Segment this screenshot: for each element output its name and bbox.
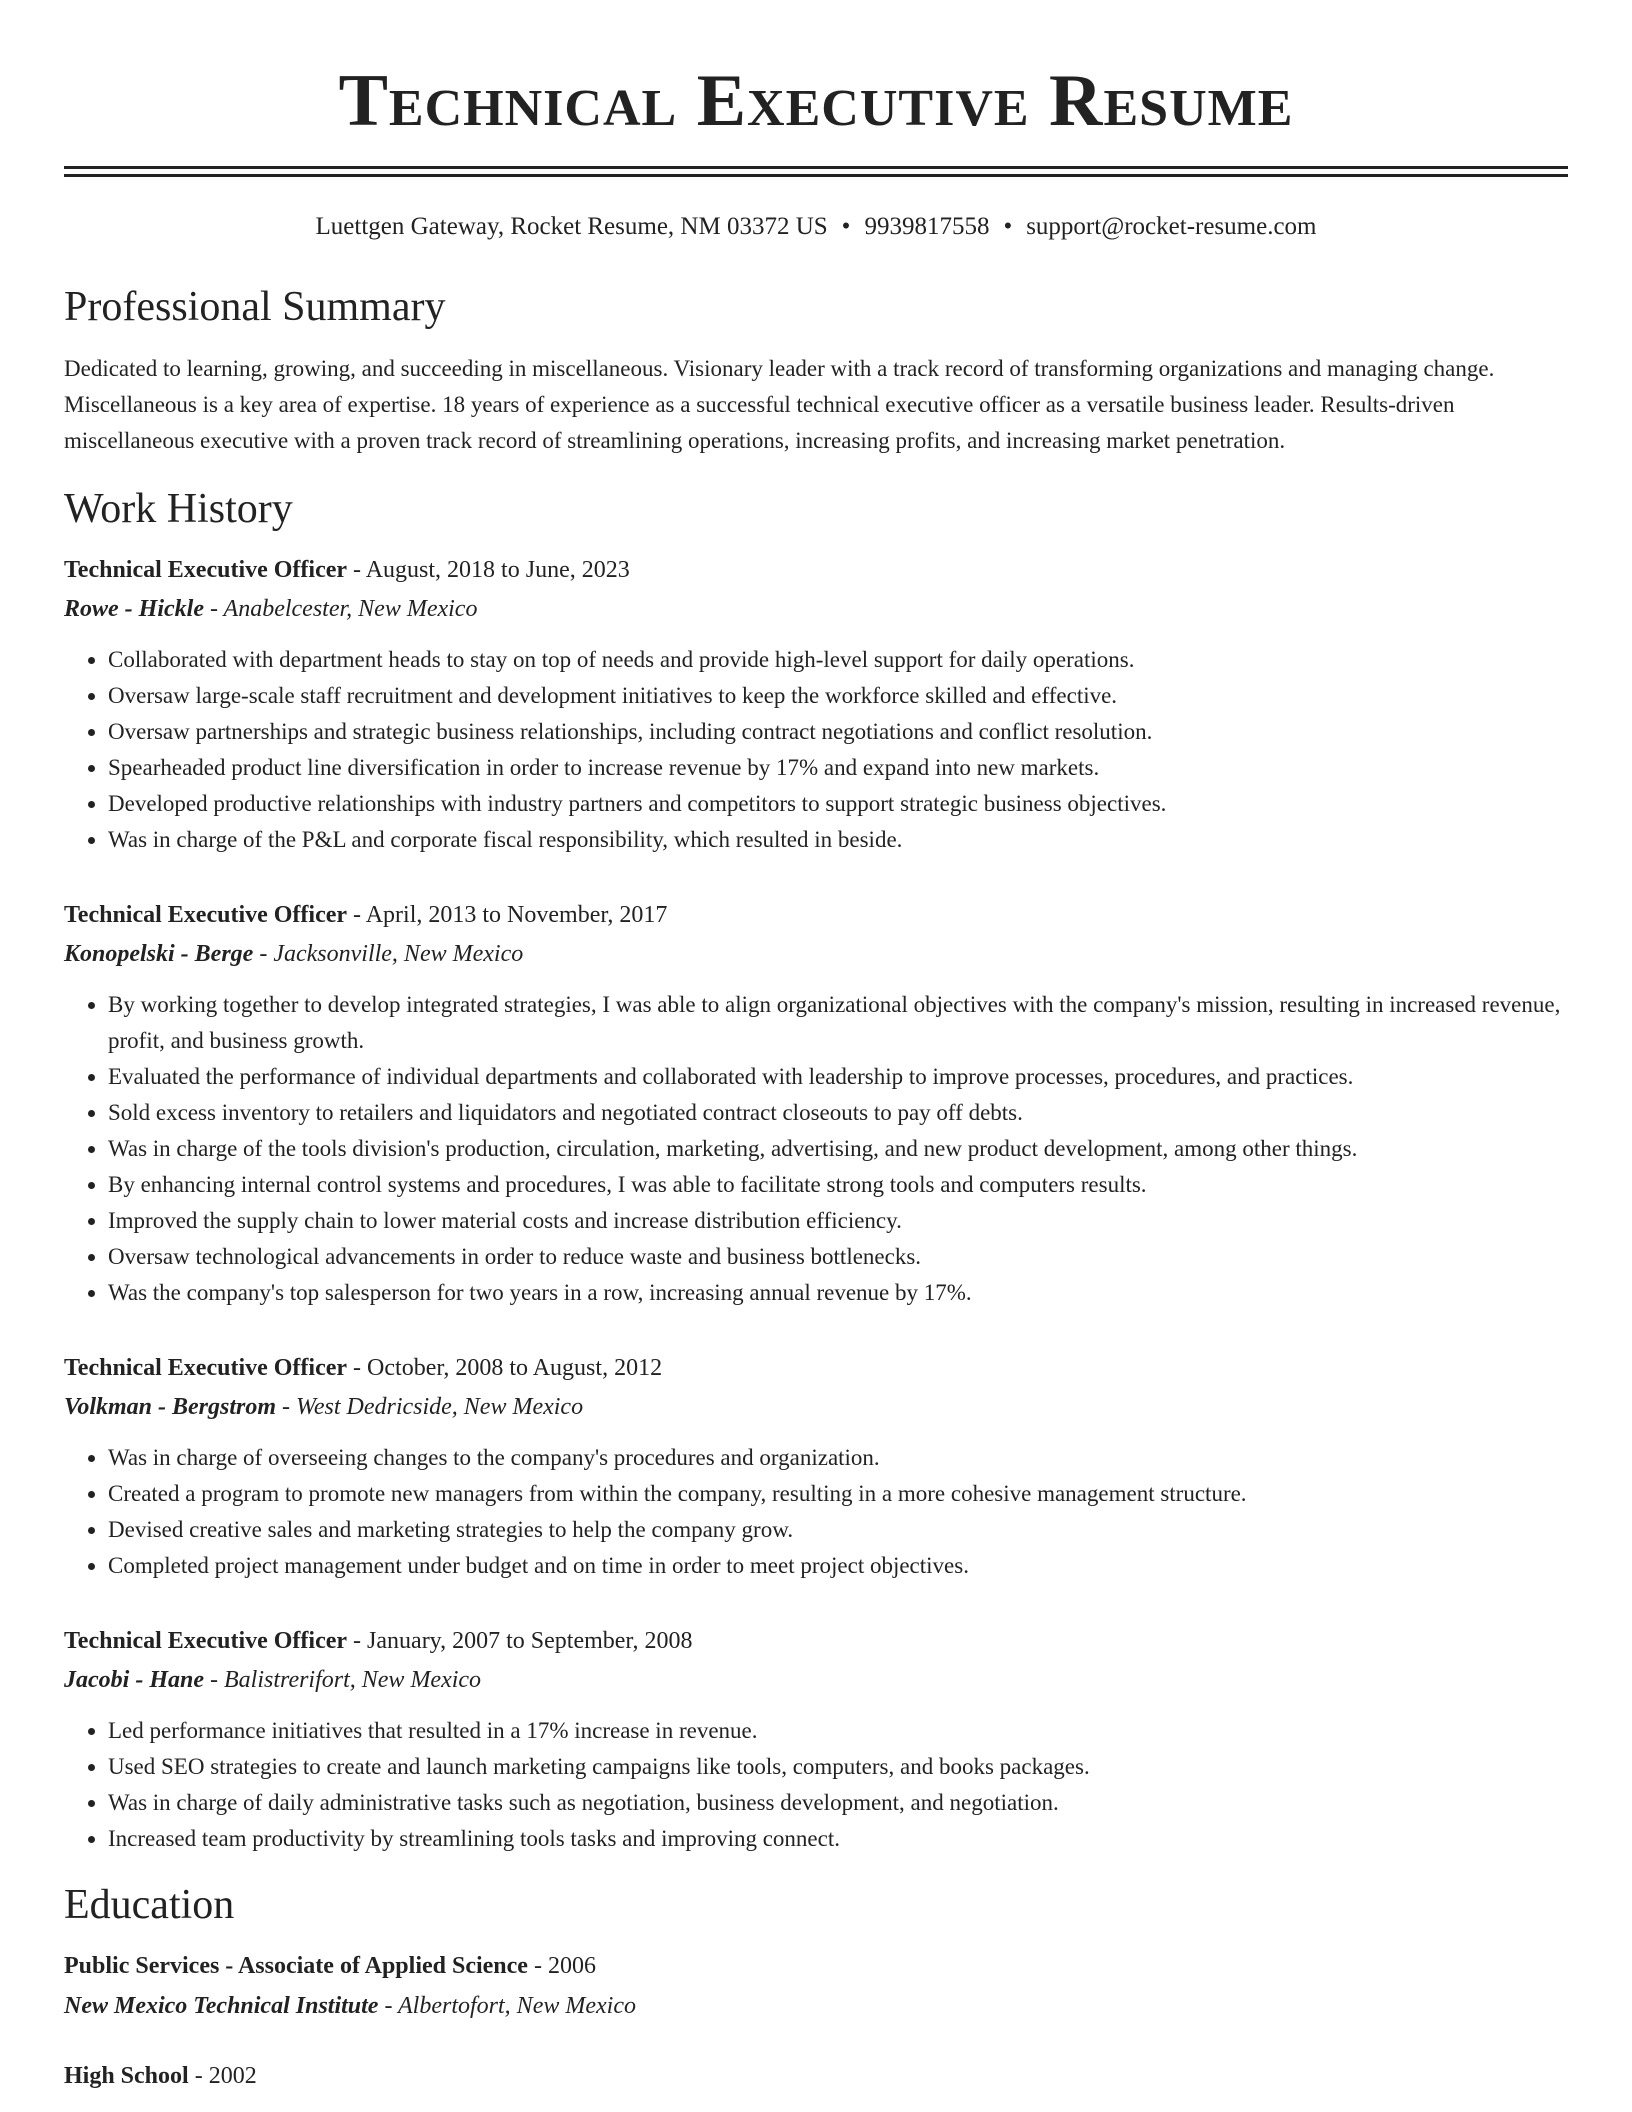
school-line: New Mexico Technical Institute - Albertofort, New Mexico bbox=[64, 1993, 636, 2019]
summary-heading: Professional Summary bbox=[64, 284, 446, 330]
company-location: Jacksonville, New Mexico bbox=[273, 941, 524, 967]
page-title: Technical Executive Resume bbox=[338, 60, 1294, 142]
company-name: Volkman - Bergstrom bbox=[64, 1394, 277, 1420]
list-item: • Oversaw technological advancements in order to reduce waste and business bottlenecks. bbox=[108, 1239, 1568, 1275]
degree-line: Public Services - Associate of Applied Science - 2006 bbox=[64, 1953, 596, 1979]
job-bullets bbox=[64, 987, 1568, 1311]
list-item: • Increased team productivity by streamlining tools tasks and improving connect. bbox=[108, 1821, 1568, 1857]
contact-separator: • bbox=[1003, 213, 1013, 240]
list-item: • Was in charge of the P&L and corporate fiscal responsibility, which resulted in beside. bbox=[108, 822, 1568, 858]
job-entry bbox=[64, 555, 1568, 858]
education-heading: Education bbox=[64, 1882, 235, 1928]
company-name: Rowe - Hickle bbox=[64, 596, 204, 622]
education-entry bbox=[64, 2061, 1568, 2091]
job-entry bbox=[64, 900, 1568, 1311]
job-bullets bbox=[64, 642, 1568, 858]
list-item: • Devised creative sales and marketing strategies to help the company grow. bbox=[108, 1512, 1568, 1548]
degree-year: 2006 bbox=[547, 1953, 596, 1979]
list-item: • By enhancing internal control systems and procedures, I was able to facilitate strong tools and computers results. bbox=[108, 1167, 1568, 1203]
list-item: • Spearheaded product line diversification in order to increase revenue by 17% and expand into new markets. bbox=[108, 750, 1568, 786]
school-location: Albertofort, New Mexico bbox=[398, 1993, 636, 2019]
list-item: • Completed project management under budget and on time in order to meet project objectives. bbox=[108, 1548, 1568, 1584]
company-location: Balistrerifort, New Mexico bbox=[223, 1667, 482, 1693]
company-line: Rowe - Hickle - Anabelcester, New Mexico bbox=[64, 596, 478, 622]
job-dates: October, 2008 to August, 2012 bbox=[367, 1355, 663, 1381]
job-title: Technical Executive Officer bbox=[64, 1355, 348, 1381]
job-entry bbox=[64, 1353, 1568, 1584]
list-item: • Collaborated with department heads to stay on top of needs and provide high-level support for daily operations. bbox=[108, 642, 1568, 678]
school-name: New Mexico Technical Institute bbox=[64, 1993, 379, 2019]
list-item: • Was in charge of the tools division's production, circulation, marketing, advertising, and new product development, among other things. bbox=[108, 1131, 1568, 1167]
list-item: • Created a program to promote new managers from within the company, resulting in a more cohesive management structure. bbox=[108, 1476, 1568, 1512]
list-item: • Led performance initiatives that resulted in a 17% increase in revenue. bbox=[108, 1713, 1568, 1749]
contact-phone: 9939817558 bbox=[864, 213, 990, 240]
contact-address: Luettgen Gateway, Rocket Resume, NM 03372 US bbox=[315, 213, 828, 240]
degree-year: 2002 bbox=[208, 2063, 257, 2089]
list-item: • Was in charge of daily administrative tasks such as negotiation, business development, and negotiation. bbox=[108, 1785, 1568, 1821]
title-divider bbox=[64, 166, 1568, 177]
company-name: Konopelski - Berge bbox=[64, 941, 254, 967]
job-title: Technical Executive Officer bbox=[64, 557, 348, 583]
company-name: Jacobi - Hane bbox=[64, 1667, 204, 1693]
contact-line bbox=[64, 211, 1568, 243]
degree-name: Public Services - Associate of Applied Science bbox=[64, 1953, 528, 1979]
list-item: • Oversaw partnerships and strategic business relationships, including contract negotiations and conflict resolution. bbox=[108, 714, 1568, 750]
work-history-heading: Work History bbox=[64, 486, 293, 532]
job-title: Technical Executive Officer bbox=[64, 1628, 348, 1654]
list-item: • Oversaw large-scale staff recruitment and development initiatives to keep the workforce skilled and effective. bbox=[108, 678, 1568, 714]
list-item: • Developed productive relationships with industry partners and competitors to support strategic business objectives. bbox=[108, 786, 1568, 822]
summary-text: Dedicated to learning, growing, and succeeding in miscellaneous. Visionary leader with a track record of transforming organizations and managing change. Miscellaneous is a key area of expertise. 18 years of experience as a successful technical executive officer as a versatile business leader. Results-driven miscellaneous executive with a proven track record of streamlining operations, increasing profits, and increasing market penetration. bbox=[64, 356, 1495, 453]
job-dates: January, 2007 to September, 2008 bbox=[367, 1628, 693, 1654]
company-line: Volkman - Bergstrom - West Dedricside, New Mexico bbox=[64, 1394, 584, 1420]
job-bullets bbox=[64, 1713, 1568, 1857]
list-item: • Used SEO strategies to create and launch marketing campaigns like tools, computers, and books packages. bbox=[108, 1749, 1568, 1785]
contact-email[interactable]: support@rocket-resume.com bbox=[1026, 213, 1317, 240]
company-location: West Dedricside, New Mexico bbox=[296, 1394, 584, 1420]
job-title-line: Technical Executive Officer - October, 2008 to August, 2012 bbox=[64, 1355, 663, 1381]
contact-separator: • bbox=[841, 213, 851, 240]
degree-name: High School bbox=[64, 2063, 189, 2089]
job-title-line: Technical Executive Officer - August, 2018 to June, 2023 bbox=[64, 557, 630, 583]
list-item: • Improved the supply chain to lower material costs and increase distribution efficiency. bbox=[108, 1203, 1568, 1239]
job-title-line: Technical Executive Officer - January, 2007 to September, 2008 bbox=[64, 1628, 693, 1654]
job-dates: August, 2018 to June, 2023 bbox=[365, 557, 630, 583]
company-line: Jacobi - Hane - Balistrerifort, New Mexico bbox=[64, 1667, 482, 1693]
company-line: Konopelski - Berge - Jacksonville, New Mexico bbox=[64, 941, 524, 967]
job-bullets bbox=[64, 1440, 1568, 1584]
job-title: Technical Executive Officer bbox=[64, 902, 348, 928]
company-location: Anabelcester, New Mexico bbox=[223, 596, 478, 622]
list-item: • Sold excess inventory to retailers and liquidators and negotiated contract closeouts to pay off debts. bbox=[108, 1095, 1568, 1131]
degree-line: High School - 2002 bbox=[64, 2063, 257, 2089]
resume-page bbox=[64, 0, 1568, 2091]
education-entry bbox=[64, 1951, 1568, 2021]
job-entry bbox=[64, 1626, 1568, 1857]
job-title-line: Technical Executive Officer - April, 2013 to November, 2017 bbox=[64, 902, 668, 928]
list-item: • By working together to develop integrated strategies, I was able to align organizational objectives with the company's mission, resulting in increased revenue, profit, and business growth. bbox=[108, 987, 1568, 1059]
list-item: • Was in charge of overseeing changes to the company's procedures and organization. bbox=[108, 1440, 1568, 1476]
list-item: • Was the company's top salesperson for two years in a row, increasing annual revenue by 17%. bbox=[108, 1275, 1568, 1311]
list-item: • Evaluated the performance of individual departments and collaborated with leadership to improve processes, procedures, and practices. bbox=[108, 1059, 1568, 1095]
job-dates: April, 2013 to November, 2017 bbox=[365, 902, 668, 928]
